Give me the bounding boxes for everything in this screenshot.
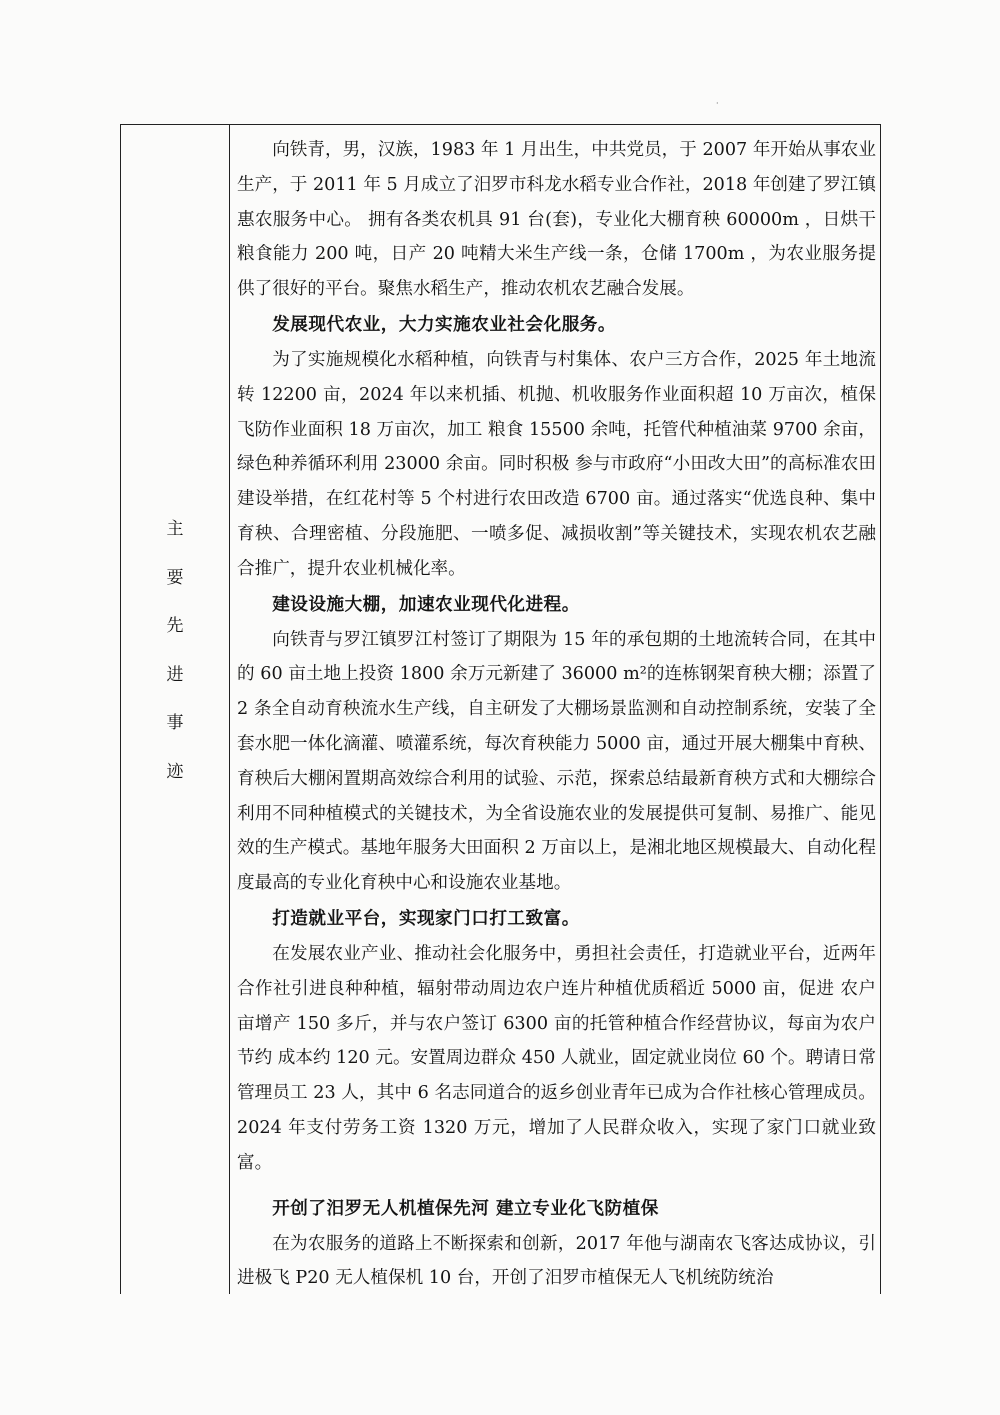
scan-mark: · bbox=[716, 99, 719, 108]
section-heading: 发展现代农业，大力实施农业社会化服务。 bbox=[272, 314, 616, 335]
section-paragraph: 为了实施规模化水稻种植，向铁青与村集体、农户三方合作，2025 年土地流转 12200 亩，2024 年以来机插、机抛、机收服务作业面积超 10 万亩次，植保飞防作业面积 18 万亩次，加工 粮食 15500 余吨，托管代种植油菜 9700 余亩，绿色种养循环利用 23000 余亩。同时积极 参与市政府“小田改大田”的高标准农田建设举措，在红花村等 5 个村进行农田改造 6700 亩。通过落实“优选良种、集中育秧、合理密植、分段施肥、一喷多促、减损收割”等关键技术，实现农机农艺融合推广，提升农业机械化率。 bbox=[237, 349, 876, 579]
intro-paragraph: 向铁青，男，汉族，1983 年 1 月出生，中共党员，于 2007 年开始从事农业生产，于 2011 年 5 月成立了汨罗市科龙水稻专业合作社，2018 年创建了罗江镇惠农服务中心。 拥有各类农机具 91 台(套)，专业化大棚育秧 60000m ，日烘干粮食能力 200 吨，日产 20 吨精大米生产线一条，仓储 1700m ，为农业服务提供了很好的平台。聚焦水稻生产，推动农机农艺融合发展。 bbox=[237, 140, 876, 300]
section-paragraph: 向铁青与罗江镇罗江村签订了期限为 15 年的承包期的土地流转合同，在其中的 60 亩土地上投资 1800 余万元新建了 36000 m²的连栋钢架育秧大棚；添置了 2 条全自动育秧流水生产线，自主研发了大棚场景监测和自动控制系统，安装了全套水肥一体化滴灌、喷灌系统，每次育秧能力 5000 亩，通过开展大棚集中育秧、育秧后大棚闲置期高效综合利用的试验、示范，探索总结最新育秧方式和大棚综合利用不同种植模式的关键技术，为全省设施农业的发展提供可复制、易推广、能见效的生产模式。基地年服务大田面积 2 万亩以上，是湘北地区规模最大、自动化程度最高的专业化育秧中心和设施农业基地。 bbox=[237, 629, 876, 894]
label-char: 进 bbox=[166, 664, 184, 685]
label-char: 迹 bbox=[166, 761, 184, 782]
section-paragraph: 在发展农业产业、推动社会化服务中，勇担社会责任，打造就业平台，近两年合作社引进良种种植，辐射带动周边农户连片种植优质稻近 5000 亩，促进 农户亩增产 150 多斤，并与农户签订 6300 亩的托管种植合作经营协议，每亩为农户节约 成本约 120 元。安置周边群众 450 人就业，固定就业岗位 60 个。聘请日常管理员工 23 人，其中 6 名志同道合的返乡创业青年已成为合作社核心管理成员。2024 年支付劳务工资 1320 万元，增加了人民群众收入，实现了家门口就业致富。 bbox=[237, 943, 876, 1173]
section-heading: 建设设施大棚，加速农业现代化进程。 bbox=[272, 594, 580, 615]
section-heading: 打造就业平台，实现家门口打工致富。 bbox=[272, 908, 580, 929]
label-char: 要 bbox=[166, 567, 184, 588]
section-paragraph: 在为农服务的道路上不断探索和创新，2017 年他与湖南农飞客达成协议，引进极飞 P20 无人植保机 10 台，开创了汨罗市植保无人飞机统防统治 bbox=[237, 1233, 876, 1289]
record-table bbox=[120, 124, 881, 1294]
label-char: 事 bbox=[166, 713, 184, 733]
content-column bbox=[237, 133, 876, 1294]
label-char: 先 bbox=[166, 616, 184, 636]
section-label bbox=[121, 505, 229, 796]
label-column bbox=[121, 125, 230, 1294]
label-char: 主 bbox=[166, 519, 184, 539]
section-heading: 开创了汨罗无人机植保先河 建立专业化飞防植保 bbox=[272, 1198, 659, 1219]
